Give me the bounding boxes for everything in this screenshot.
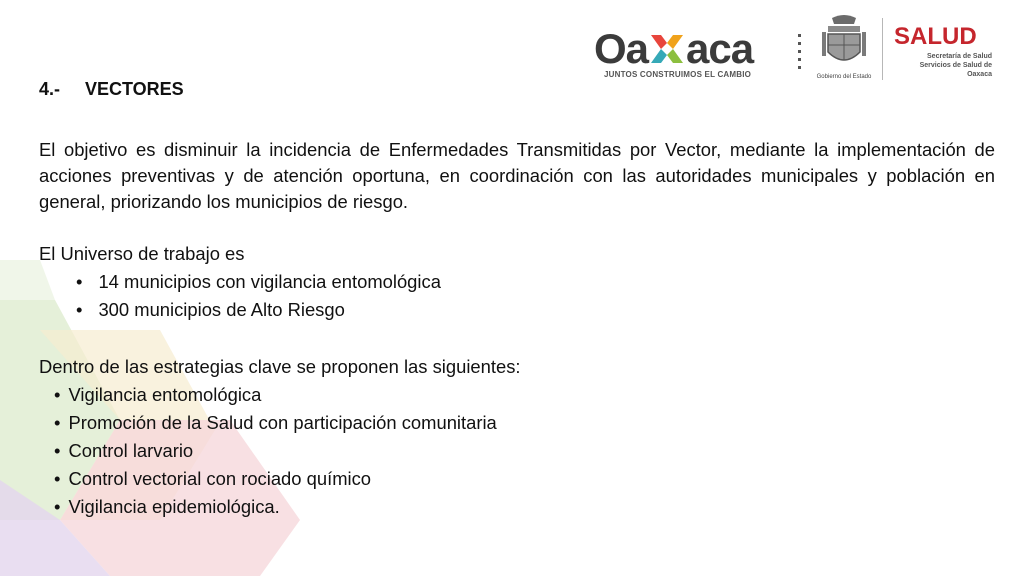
strategy-item-label: Vigilancia epidemiológica. [68, 496, 280, 517]
bullet-icon: • [76, 299, 83, 320]
strategy-item-label: Vigilancia entomológica [68, 384, 262, 405]
salud-title: SALUD [894, 23, 977, 50]
gobierno-caption: Gobierno del Estado [816, 74, 872, 80]
bullet-icon: • [54, 384, 61, 405]
strategies-intro: Dentro de las estrategias clave se proponen las siguientes: [39, 356, 521, 377]
salud-logo [894, 25, 1004, 79]
universe-list-item [76, 299, 345, 321]
section-title: VECTORES [85, 79, 184, 99]
salud-subtitle-line-1: Secretaría de Salud [927, 53, 992, 60]
oaxaca-tagline: JUNTOS CONSTRUIMOS EL CAMBIO [604, 70, 752, 79]
universe-intro: El Universo de trabajo es [39, 243, 245, 264]
section-heading [39, 79, 184, 100]
strategy-item-label: Control larvario [68, 440, 194, 461]
bullet-icon: • [76, 271, 83, 292]
salud-subtitle [894, 52, 992, 79]
strategy-list-item [54, 412, 497, 434]
oaxaca-logo [594, 26, 786, 86]
logo-separator-dots [796, 32, 804, 72]
salud-subtitle-line-2: Servicios de Salud de Oaxaca [919, 62, 992, 78]
gobierno-del-estado-logo [814, 12, 874, 82]
strategy-list-item [54, 496, 280, 518]
strategy-item-label: Promoción de la Salud con participación comunitaria [68, 412, 497, 433]
bullet-icon: • [54, 440, 61, 461]
strategy-list-item [54, 384, 261, 406]
bullet-icon: • [54, 412, 61, 433]
universe-list-item [76, 271, 441, 293]
objective-paragraph: El objetivo es disminuir la incidencia de Enfermedades Transmitidas por Vector, mediante la implementación de acciones preventivas y de atención oportuna, en coordinación con las autoridades municipales y población en general, priorizando los municipios de riesgo. [39, 139, 995, 212]
universe-item-label: 14 municipios con vigilancia entomológica [98, 271, 441, 292]
universe-item-label: 300 municipios de Alto Riesgo [98, 299, 345, 320]
bullet-icon: • [54, 468, 61, 489]
bullet-icon: • [54, 496, 61, 517]
section-number: 4.- [39, 79, 61, 99]
logo-divider [882, 18, 883, 80]
state-coat-of-arms-icon [814, 12, 874, 72]
strategy-list-item [54, 440, 193, 462]
oaxaca-wordmark: Oa aca [594, 25, 754, 72]
deco-light-green-shape [0, 260, 55, 300]
strategy-list-item [54, 468, 371, 490]
strategy-item-label: Control vectorial con rociado químico [68, 468, 372, 489]
